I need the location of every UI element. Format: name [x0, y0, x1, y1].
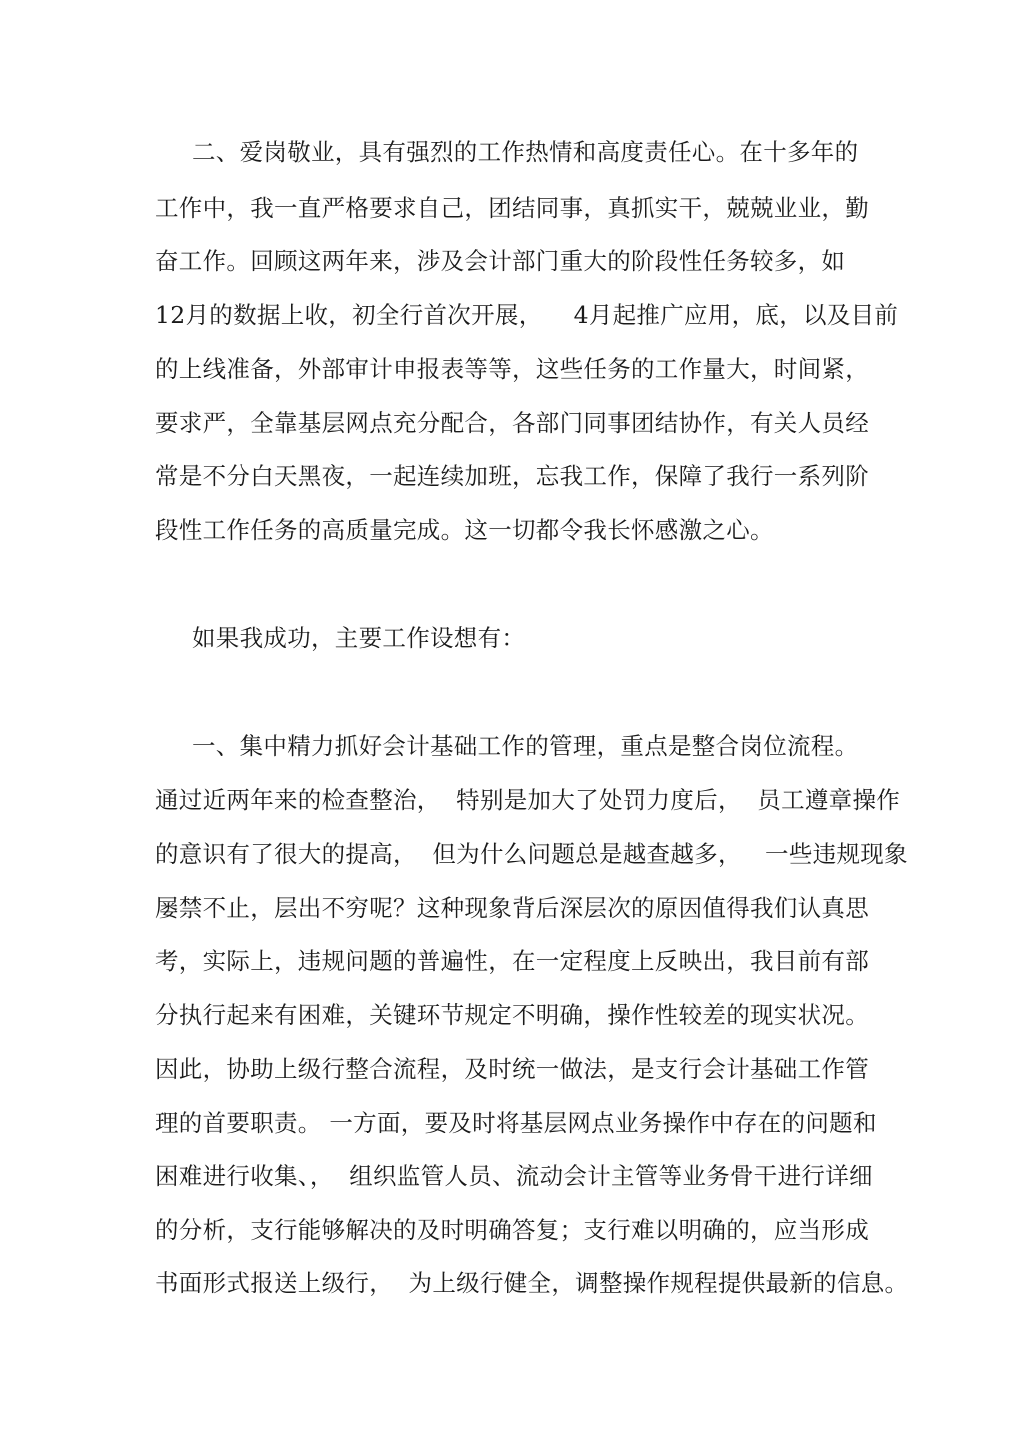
paragraph-3-line-7: 因此，协助上级行整合流程，及时统一做法，是支行会计基础工作管 [155, 1055, 869, 1083]
paragraph-3-line-3: 的意识有了很大的提高， 但为什么问题总是越查越多， 一些违规现象 [155, 840, 908, 868]
paragraph-1-line-5: 的上线准备，外部审计申报表等等，这些任务的工作量大，时间紧， [155, 355, 869, 383]
paragraph-1-line-8: 段性工作任务的高质量完成。这一切都令我长怀感激之心。 [155, 516, 774, 544]
paragraph-3-line-2: 通过近两年来的检查整治， 特别是加大了处罚力度后， 员工遵章操作 [155, 786, 901, 814]
paragraph-3-line-8: 理的首要职责。 一方面，要及时将基层网点业务操作中存在的问题和 [155, 1109, 877, 1137]
paragraph-3-line-5: 考，实际上，违规问题的普遍性，在一定程度上反映出，我目前有部 [155, 947, 869, 975]
paragraph-3-line-6: 分执行起来有困难，关键环节规定不明确，操作性较差的现实状况。 [155, 1001, 869, 1029]
paragraph-2-line-1: 如果我成功，主要工作设想有： [192, 624, 526, 652]
paragraph-3-line-11: 书面形式报送上级行， 为上级行健全，调整操作规程提供最新的信息。 [155, 1269, 909, 1297]
paragraph-3-line-4: 屡禁不止，层出不穷呢？这种现象背后深层次的原因值得我们认真思 [155, 894, 869, 922]
paragraph-1-line-2: 工作中，我一直严格要求自己，团结同事，真抓实干，兢兢业业，勤 [155, 194, 869, 222]
paragraph-1-line-3: 奋工作。回顾这两年来，涉及会计部门重大的阶段性任务较多，如 [155, 247, 846, 275]
paragraph-1-line-1: 二、爱岗敬业，具有强烈的工作热情和高度责任心。在十多年的 [192, 138, 859, 166]
paragraph-3-line-1: 一、集中精力抓好会计基础工作的管理，重点是整合岗位流程。 [192, 732, 859, 760]
paragraph-3-line-10: 的分析，支行能够解决的及时明确答复；支行难以明确的，应当形成 [155, 1216, 869, 1244]
paragraph-3-line-9: 困难进行收集、， 组织监管人员、流动会计主管等业务骨干进行详细 [155, 1162, 873, 1190]
paragraph-1-line-6: 要求严，全靠基层网点充分配合，各部门同事团结协作，有关人员经 [155, 409, 869, 437]
paragraph-1-line-4: 12月的数据上收，初全行首次开展， 4月起推广应用，底，以及目前 [155, 301, 899, 329]
paragraph-1-line-7: 常是不分白天黑夜，一起连续加班，忘我工作，保障了我行一系列阶 [155, 462, 869, 490]
